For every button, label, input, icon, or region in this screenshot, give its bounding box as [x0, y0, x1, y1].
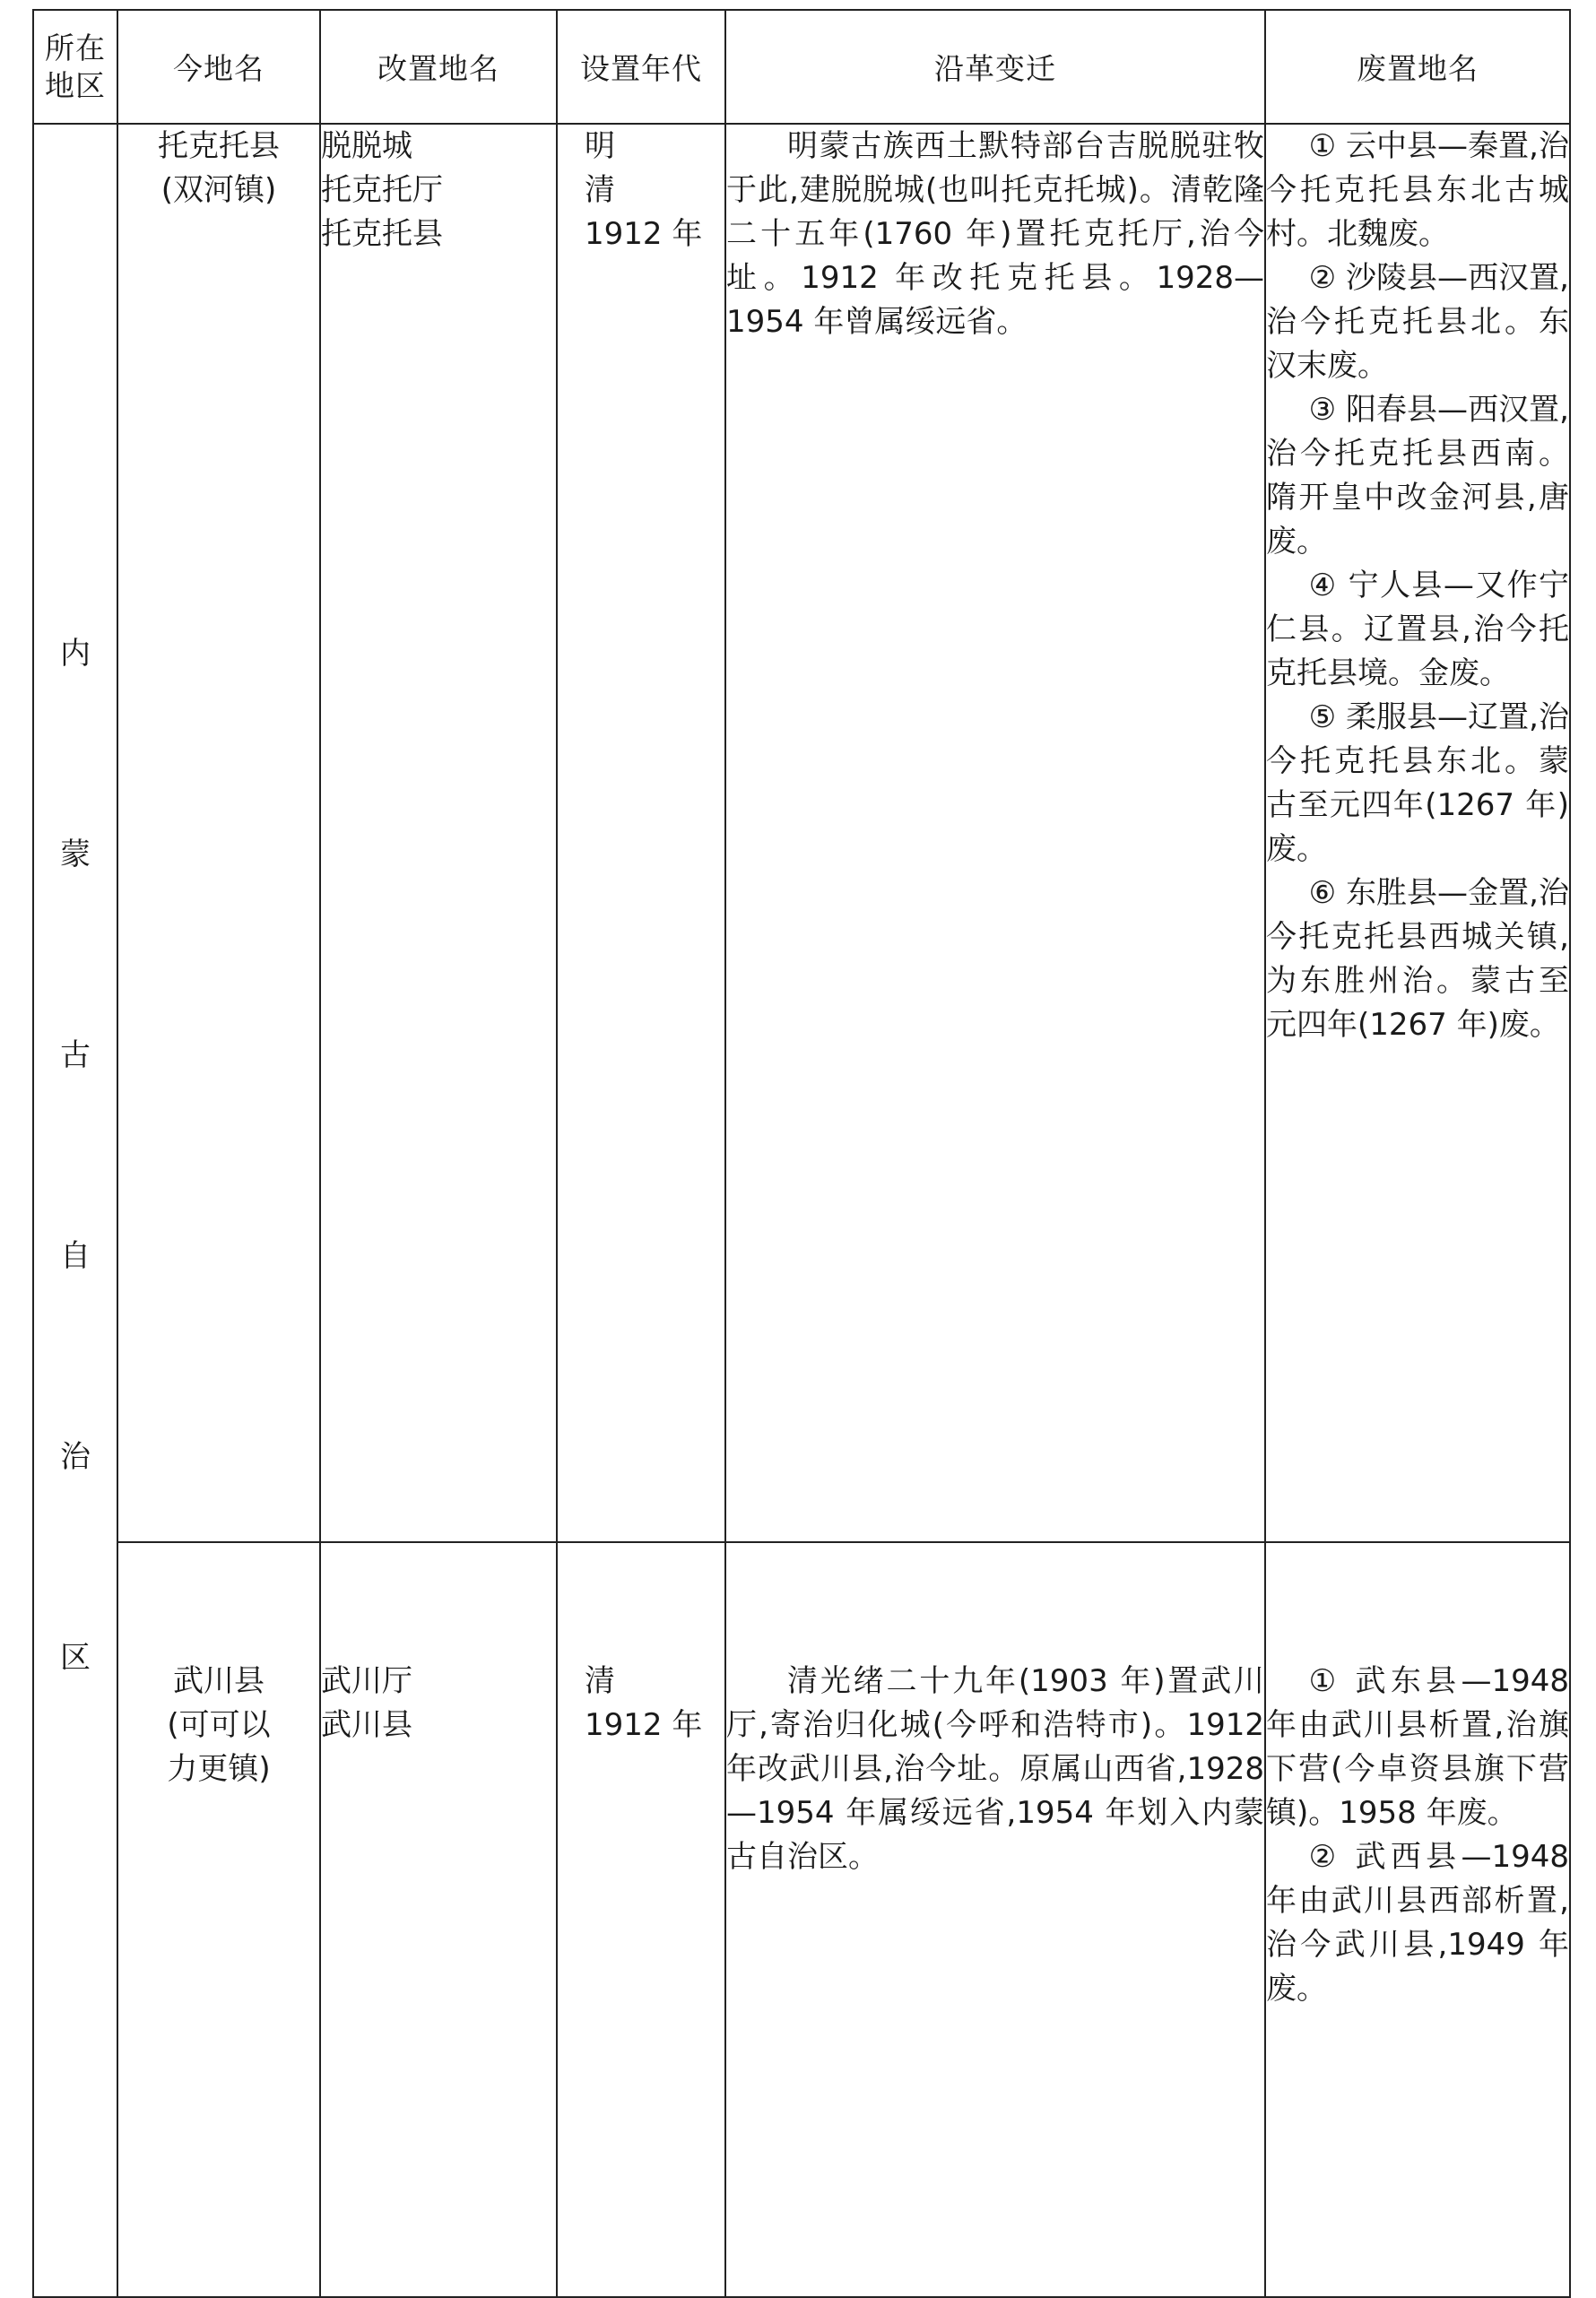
abolished-item: ② 武西县—1948 年由武川县西部析置,治今武川县,1949 年废。	[1266, 1839, 1569, 2007]
current-name: 托克托县	[158, 128, 280, 164]
era-item: 1912 年	[585, 1707, 703, 1743]
gazetteer-table	[32, 9, 1571, 2298]
abolished-cell	[1265, 1542, 1570, 2297]
region-char: 内	[60, 636, 91, 672]
current-name-cell	[117, 124, 320, 1542]
header-history: 沿革变迁	[725, 10, 1265, 124]
current-name-cell	[117, 1542, 320, 2297]
renamed-item: 武川厅	[321, 1663, 412, 1699]
era-item: 1912 年	[585, 216, 703, 252]
era-item: 清	[585, 172, 615, 208]
abolished-item: ⑥ 东胜县—金置,治今托克托县西城关镇,为东胜州治。蒙古至元四年(1267 年)废。	[1266, 875, 1569, 1043]
abolished-item: ① 云中县—秦置,治今托克托县东北古城村。北魏废。	[1266, 128, 1569, 252]
header-region-line2: 地区	[45, 67, 106, 103]
renamed-item: 托克托厅	[321, 172, 443, 208]
current-name-seat: (双河镇)	[160, 172, 277, 208]
renamed-cell	[320, 124, 557, 1542]
history-cell	[725, 1542, 1265, 2297]
abolished-item: ③ 阳春县—西汉置,治今托克托县西南。隋开皇中改金河县,唐废。	[1266, 392, 1569, 559]
era-item: 明	[585, 128, 615, 164]
table-row	[33, 1542, 1570, 2297]
header-era: 设置年代	[557, 10, 725, 124]
renamed-item: 脱脱城	[321, 128, 412, 164]
region-char: 蒙	[60, 837, 91, 872]
renamed-cell	[320, 1542, 557, 2297]
table-row	[33, 124, 1570, 1542]
history-text: 明蒙古族西土默特部台吉脱脱驻牧于此,建脱脱城(也叫托克托城)。清乾隆二十五年(1760 年)置托克托厅,治今址。1912 年改托克托县。1928—1954 年曾属绥远省。	[726, 128, 1264, 340]
abolished-cell	[1265, 124, 1570, 1542]
history-cell	[725, 124, 1265, 1542]
region-char: 自	[60, 1238, 91, 1274]
abolished-item: ④ 宁人县—又作宁仁县。辽置县,治今托克托县境。金废。	[1266, 568, 1569, 691]
header-row	[33, 10, 1570, 124]
era-item: 清	[585, 1663, 615, 1699]
current-name-seat: (可可以	[167, 1707, 271, 1743]
era-cell	[557, 1542, 725, 2297]
header-abolished: 废置地名	[1265, 10, 1570, 124]
region-char: 古	[60, 1037, 91, 1073]
current-name-seat: 力更镇)	[167, 1751, 271, 1787]
region-cell	[33, 124, 117, 2297]
header-current-name: 今地名	[117, 10, 320, 124]
header-region	[33, 10, 117, 124]
abolished-item: ⑤ 柔服县—辽置,治今托克托县东北。蒙古至元四年(1267 年)废。	[1266, 699, 1569, 867]
region-char: 区	[60, 1640, 91, 1676]
header-region-line1: 所在	[45, 30, 106, 65]
abolished-item: ② 沙陵县—西汉置,治今托克托县北。东汉末废。	[1266, 260, 1569, 384]
current-name: 武川县	[173, 1663, 265, 1699]
history-text: 清光绪二十九年(1903 年)置武川厅,寄治归化城(今呼和浩特市)。1912 年改武川县,治今址。原属山西省,1928—1954 年属绥远省,1954 年划入内蒙古自治区。	[726, 1663, 1264, 1875]
abolished-item: ① 武东县—1948 年由武川县析置,治旗下营(今卓资县旗下营镇)。1958 年废。	[1266, 1663, 1569, 1831]
header-renamed: 改置地名	[320, 10, 557, 124]
region-char: 治	[60, 1439, 91, 1475]
renamed-item: 武川县	[321, 1707, 412, 1743]
era-cell	[557, 124, 725, 1542]
renamed-item: 托克托县	[321, 216, 443, 252]
